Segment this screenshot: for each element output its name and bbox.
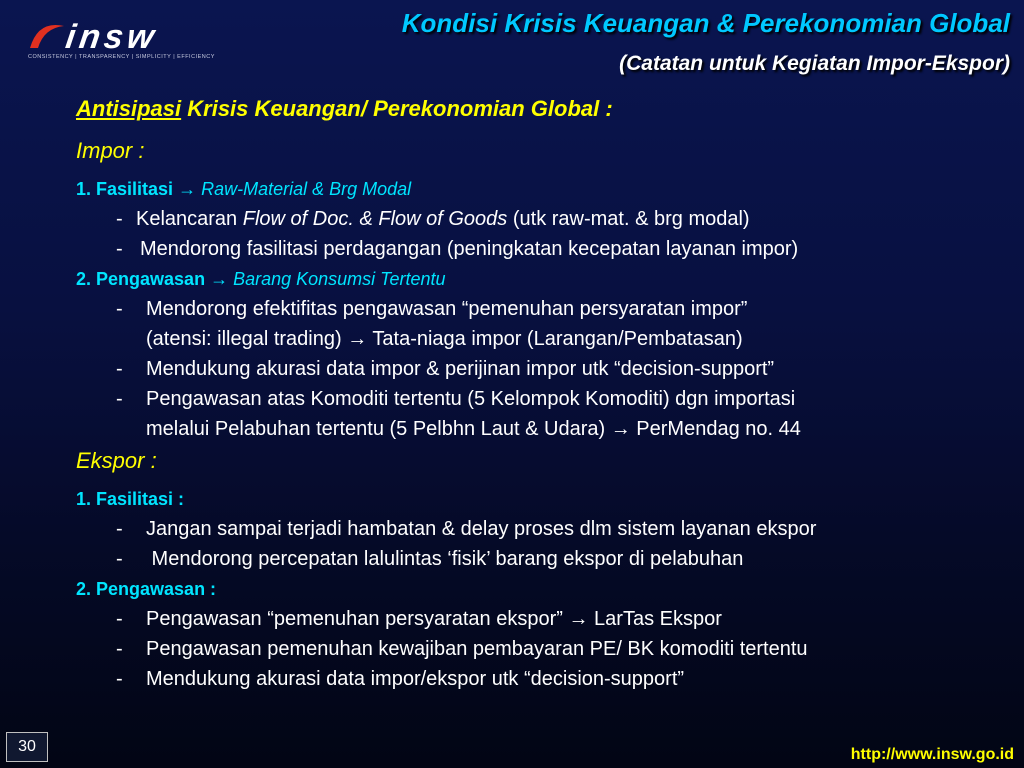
list-item: - Mendorong efektifitas pengawasan “pemenuhan persyaratan impor” (atensi: illegal trading) → Tata-niaga impor (Larangan/Pembatasan) bbox=[116, 298, 748, 350]
list-item: - Pengawasan atas Komoditi tertentu (5 Kelompok Komoditi) dgn importasi melalui Pelabuhan tertentu (5 Pelbhn Laut & Udara) → PerMendag no. 44 bbox=[116, 388, 801, 440]
ekspor-item-fasilitasi: 1. Fasilitasi : bbox=[76, 489, 185, 509]
insw-logo bbox=[28, 14, 215, 66]
impor-item-fasilitasi: 1. Fasilitasi → Raw-Material & Brg Modal bbox=[76, 179, 412, 199]
ekspor-item-pengawasan: 2. Pengawasan : bbox=[76, 579, 217, 599]
logo-swoosh-icon bbox=[28, 18, 68, 54]
list-item: - Pengawasan pemenuhan kewajiban pembayaran PE/ BK komoditi tertentu bbox=[116, 638, 808, 660]
page-number: 30 bbox=[6, 732, 48, 762]
slide-title: Kondisi Krisis Keuangan & Perekonomian Global bbox=[401, 8, 1010, 38]
logo-tagline: CONSISTENCY | TRANSPARENCY | SIMPLICITY | EFFICIENCY bbox=[28, 54, 215, 60]
logo-text: insw bbox=[63, 18, 161, 56]
list-item: - Mendorong percepatan lalulintas ‘fisik’ barang ekspor di pelabuhan bbox=[116, 548, 744, 570]
footer-url-link[interactable]: http://www.insw.go.id bbox=[850, 746, 1014, 763]
list-item: - Mendorong fasilitasi perdagangan (peningkatan kecepatan layanan impor) bbox=[116, 238, 799, 260]
section-ekspor: Ekspor : bbox=[76, 448, 157, 473]
list-item: - Kelancaran Flow of Doc. & Flow of Goods (utk raw-mat. & brg modal) bbox=[116, 208, 750, 230]
main-heading bbox=[76, 96, 1016, 122]
section-impor: Impor : bbox=[76, 138, 145, 163]
slide-content bbox=[76, 96, 1016, 694]
list-item: - Mendukung akurasi data impor & perijinan impor utk “decision-support” bbox=[116, 358, 775, 380]
list-item: - Pengawasan “pemenuhan persyaratan ekspor” → LarTas Ekspor bbox=[116, 608, 722, 630]
slide-subtitle: (Catatan untuk Kegiatan Impor-Ekspor) bbox=[619, 52, 1010, 75]
arrow-icon: → bbox=[210, 269, 229, 289]
arrow-icon: → bbox=[178, 179, 197, 199]
impor-item-pengawasan: 2. Pengawasan → Barang Konsumsi Tertentu bbox=[76, 269, 446, 289]
list-item: - Jangan sampai terjadi hambatan & delay proses dlm sistem layanan ekspor bbox=[116, 518, 817, 540]
list-item: - Mendukung akurasi data impor/ekspor utk “decision-support” bbox=[116, 668, 685, 690]
heading-rest: Krisis Keuangan/ Perekonomian Global : bbox=[181, 96, 613, 121]
heading-underlined: Antisipasi bbox=[76, 96, 182, 121]
